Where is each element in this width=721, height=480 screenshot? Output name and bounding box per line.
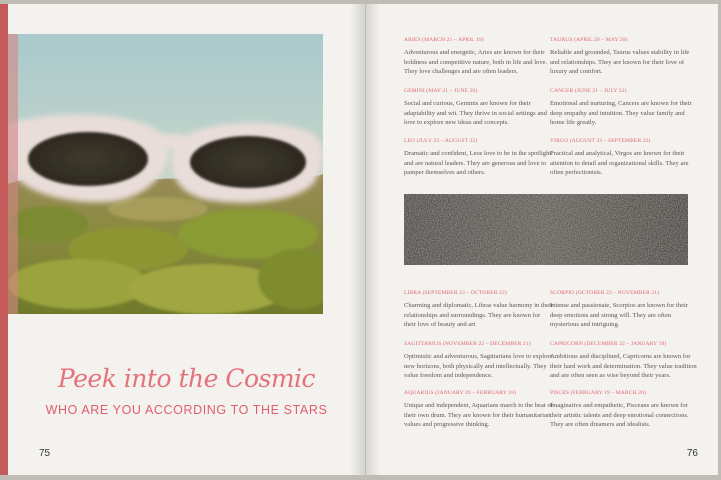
- sign-description: Imaginative and empathetic, Pisceans are known for their artistic talents and deep emotional connections. They are often dreamers and idealists.: [550, 402, 689, 429]
- sign-description: Unique and independent, Aquarians march to the beat of their own drum. They are known for their humanitarian values and progressive thinking.: [404, 402, 553, 429]
- sign-virgo: [550, 138, 700, 178]
- sign-description: Intense and passionate, Scorpios are known for their deep emotions and strong will. They are often mysterious and intriguing.: [550, 302, 689, 329]
- sign-title: SCORPIO (OCTOBER 23 – NOVEMBER 21): [550, 290, 660, 296]
- sign-taurus: [550, 37, 700, 77]
- sign-title: ARIES (MARCH 21 – APRIL 19): [404, 37, 484, 43]
- headline: Peek into the Cosmic: [57, 364, 316, 393]
- sunglasses-landscape-photo: [8, 34, 323, 314]
- sign-title: LIBRA (SEPTEMBER 23 – OCTOBER 22): [404, 290, 507, 296]
- sign-title: CAPRICORN (DECEMBER 22 – JANUARY 19): [550, 341, 667, 347]
- sign-libra: [404, 290, 554, 330]
- subheading: WHO ARE YOU ACCORDING TO THE STARS: [45, 403, 328, 417]
- sign-title: VIRGO (AUGUST 23 – SEPTEMBER 22): [550, 138, 651, 144]
- left-page: [0, 4, 365, 475]
- gutter-shadow: [350, 4, 364, 475]
- page-number-left: 75: [39, 448, 51, 459]
- sign-pisces: [550, 390, 700, 430]
- sign-sagittarius: [404, 341, 554, 381]
- sign-cancer: [550, 88, 700, 128]
- sign-gemini: [404, 88, 554, 128]
- sign-title: LEO (JULY 23 – AUGUST 22): [404, 138, 478, 144]
- sign-title: CANCER (JUNE 21 – JULY 22): [550, 88, 627, 94]
- sign-description: Practical and analytical, Virgos are known for their attention to detail and organizational skills. They are often perfectionists.: [550, 150, 689, 177]
- sign-description: Dramatic and confident, Leos love to be in the spotlight and are natural leaders. They are generous and love to pamper themselves and others.: [404, 150, 552, 177]
- sign-title: GEMINI (MAY 21 – JUNE 20): [404, 88, 478, 94]
- right-page: [366, 4, 718, 475]
- sign-description: Optimistic and adventurous, Sagittarians love to explore new horizons, both physically and intellectually. They value freedom and independence.: [404, 353, 553, 380]
- gutter-shadow: [366, 4, 380, 475]
- stone-texture-image: [404, 194, 688, 265]
- sign-description: Social and curious, Geminis are known for their adaptability and wit. They thrive in social settings and love to explore new ideas and concepts.: [404, 100, 547, 127]
- sign-description: Charming and diplomatic, Libras value harmony in their relationships and surroundings. They are known for their love of beauty and art: [404, 302, 554, 329]
- sign-description: Ambitious and disciplined, Capricorns are known for their hard work and determination. They value tradition and are often seen as wise beyond their years.: [550, 353, 697, 380]
- sign-description: Reliable and grounded, Taurus values stability in life and relationships. They are known for their love of luxury and comfort.: [550, 49, 690, 76]
- sign-description: Emotional and nurturing, Cancers are known for their deep empathy and intuition. They value family and home life greatly.: [550, 100, 692, 127]
- sign-capricorn: [550, 341, 700, 381]
- page-edge-strip: [0, 4, 8, 475]
- sign-title: TAURUS (APRIL 20 – MAY 20): [550, 37, 628, 43]
- sign-title: AQUARIUS (JANUARY 20 – FEBRUARY 18): [404, 390, 517, 396]
- sign-title: PISCES (FEBRUARY 19 – MARCH 20): [550, 390, 646, 396]
- sign-aries: [404, 37, 554, 77]
- sign-leo: [404, 138, 554, 178]
- sign-description: Adventurous and energetic, Aries are known for their boldness and competitive nature, both in life and love. They love challenges and are often leaders.: [404, 49, 548, 76]
- sign-title: SAGITTARIUS (NOVEMBER 22 – DECEMBER 21): [404, 341, 531, 347]
- page-number-right: 76: [686, 448, 698, 459]
- sign-aquarius: [404, 390, 554, 430]
- sign-scorpio: [550, 290, 700, 330]
